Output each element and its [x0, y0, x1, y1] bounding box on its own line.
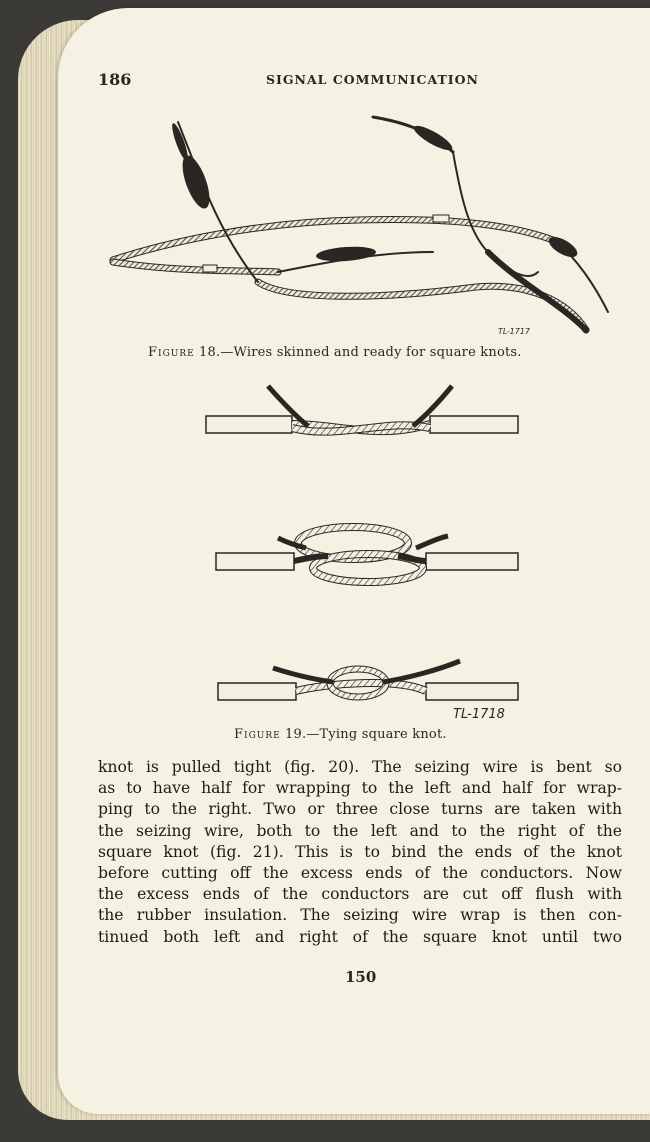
knot-stage-2: [216, 527, 518, 582]
figure-19-illustration: [198, 378, 528, 723]
figure-19-caption-text: 19.—Tying square knot.: [285, 727, 447, 742]
figure-18-caption: [148, 345, 522, 360]
figure-18-caption-label: Figure: [148, 345, 195, 360]
figure-18-illustration: [108, 112, 620, 342]
body-paragraph: [98, 757, 622, 948]
knot-stage-3: [218, 661, 518, 700]
text-line: the seizing wire, both to the left and to the right of the: [98, 821, 622, 840]
footer-page-number: 150: [345, 968, 377, 986]
text-line: knot is pulled tight (fig. 20). The seizing wire is bent so: [98, 758, 622, 776]
figure-19-caption: [234, 727, 447, 742]
text-line: the excess ends of the conductors are cut off flush with: [98, 885, 622, 904]
text-line: before cutting off the excess ends of the conductors. Now: [98, 864, 622, 883]
figure-18-caption-text: 18.—Wires skinned and ready for square knots.: [199, 345, 522, 360]
text-line: tinued both left and right of the square knot until two: [98, 927, 622, 946]
text-line: ping to the right. Two or three close turns are taken with: [98, 800, 622, 819]
figure-18-tag: TL-1717: [498, 327, 530, 336]
knot-stage-1: [206, 386, 518, 433]
text-line: as to have half for wrapping to the left and half for wrap-: [98, 779, 622, 798]
text-line: square knot (fig. 21). This is to bind the ends of the knot: [98, 842, 622, 861]
text-line: the rubber insulation. The seizing wire wrap is then con-: [98, 906, 622, 925]
running-head: [98, 70, 618, 90]
figure-19-caption-label: Figure: [234, 727, 281, 742]
page-number: 186: [98, 70, 132, 89]
running-head-title: SIGNAL COMMUNICATION: [266, 72, 479, 87]
figure-19-tag: TL-1718: [453, 707, 505, 722]
